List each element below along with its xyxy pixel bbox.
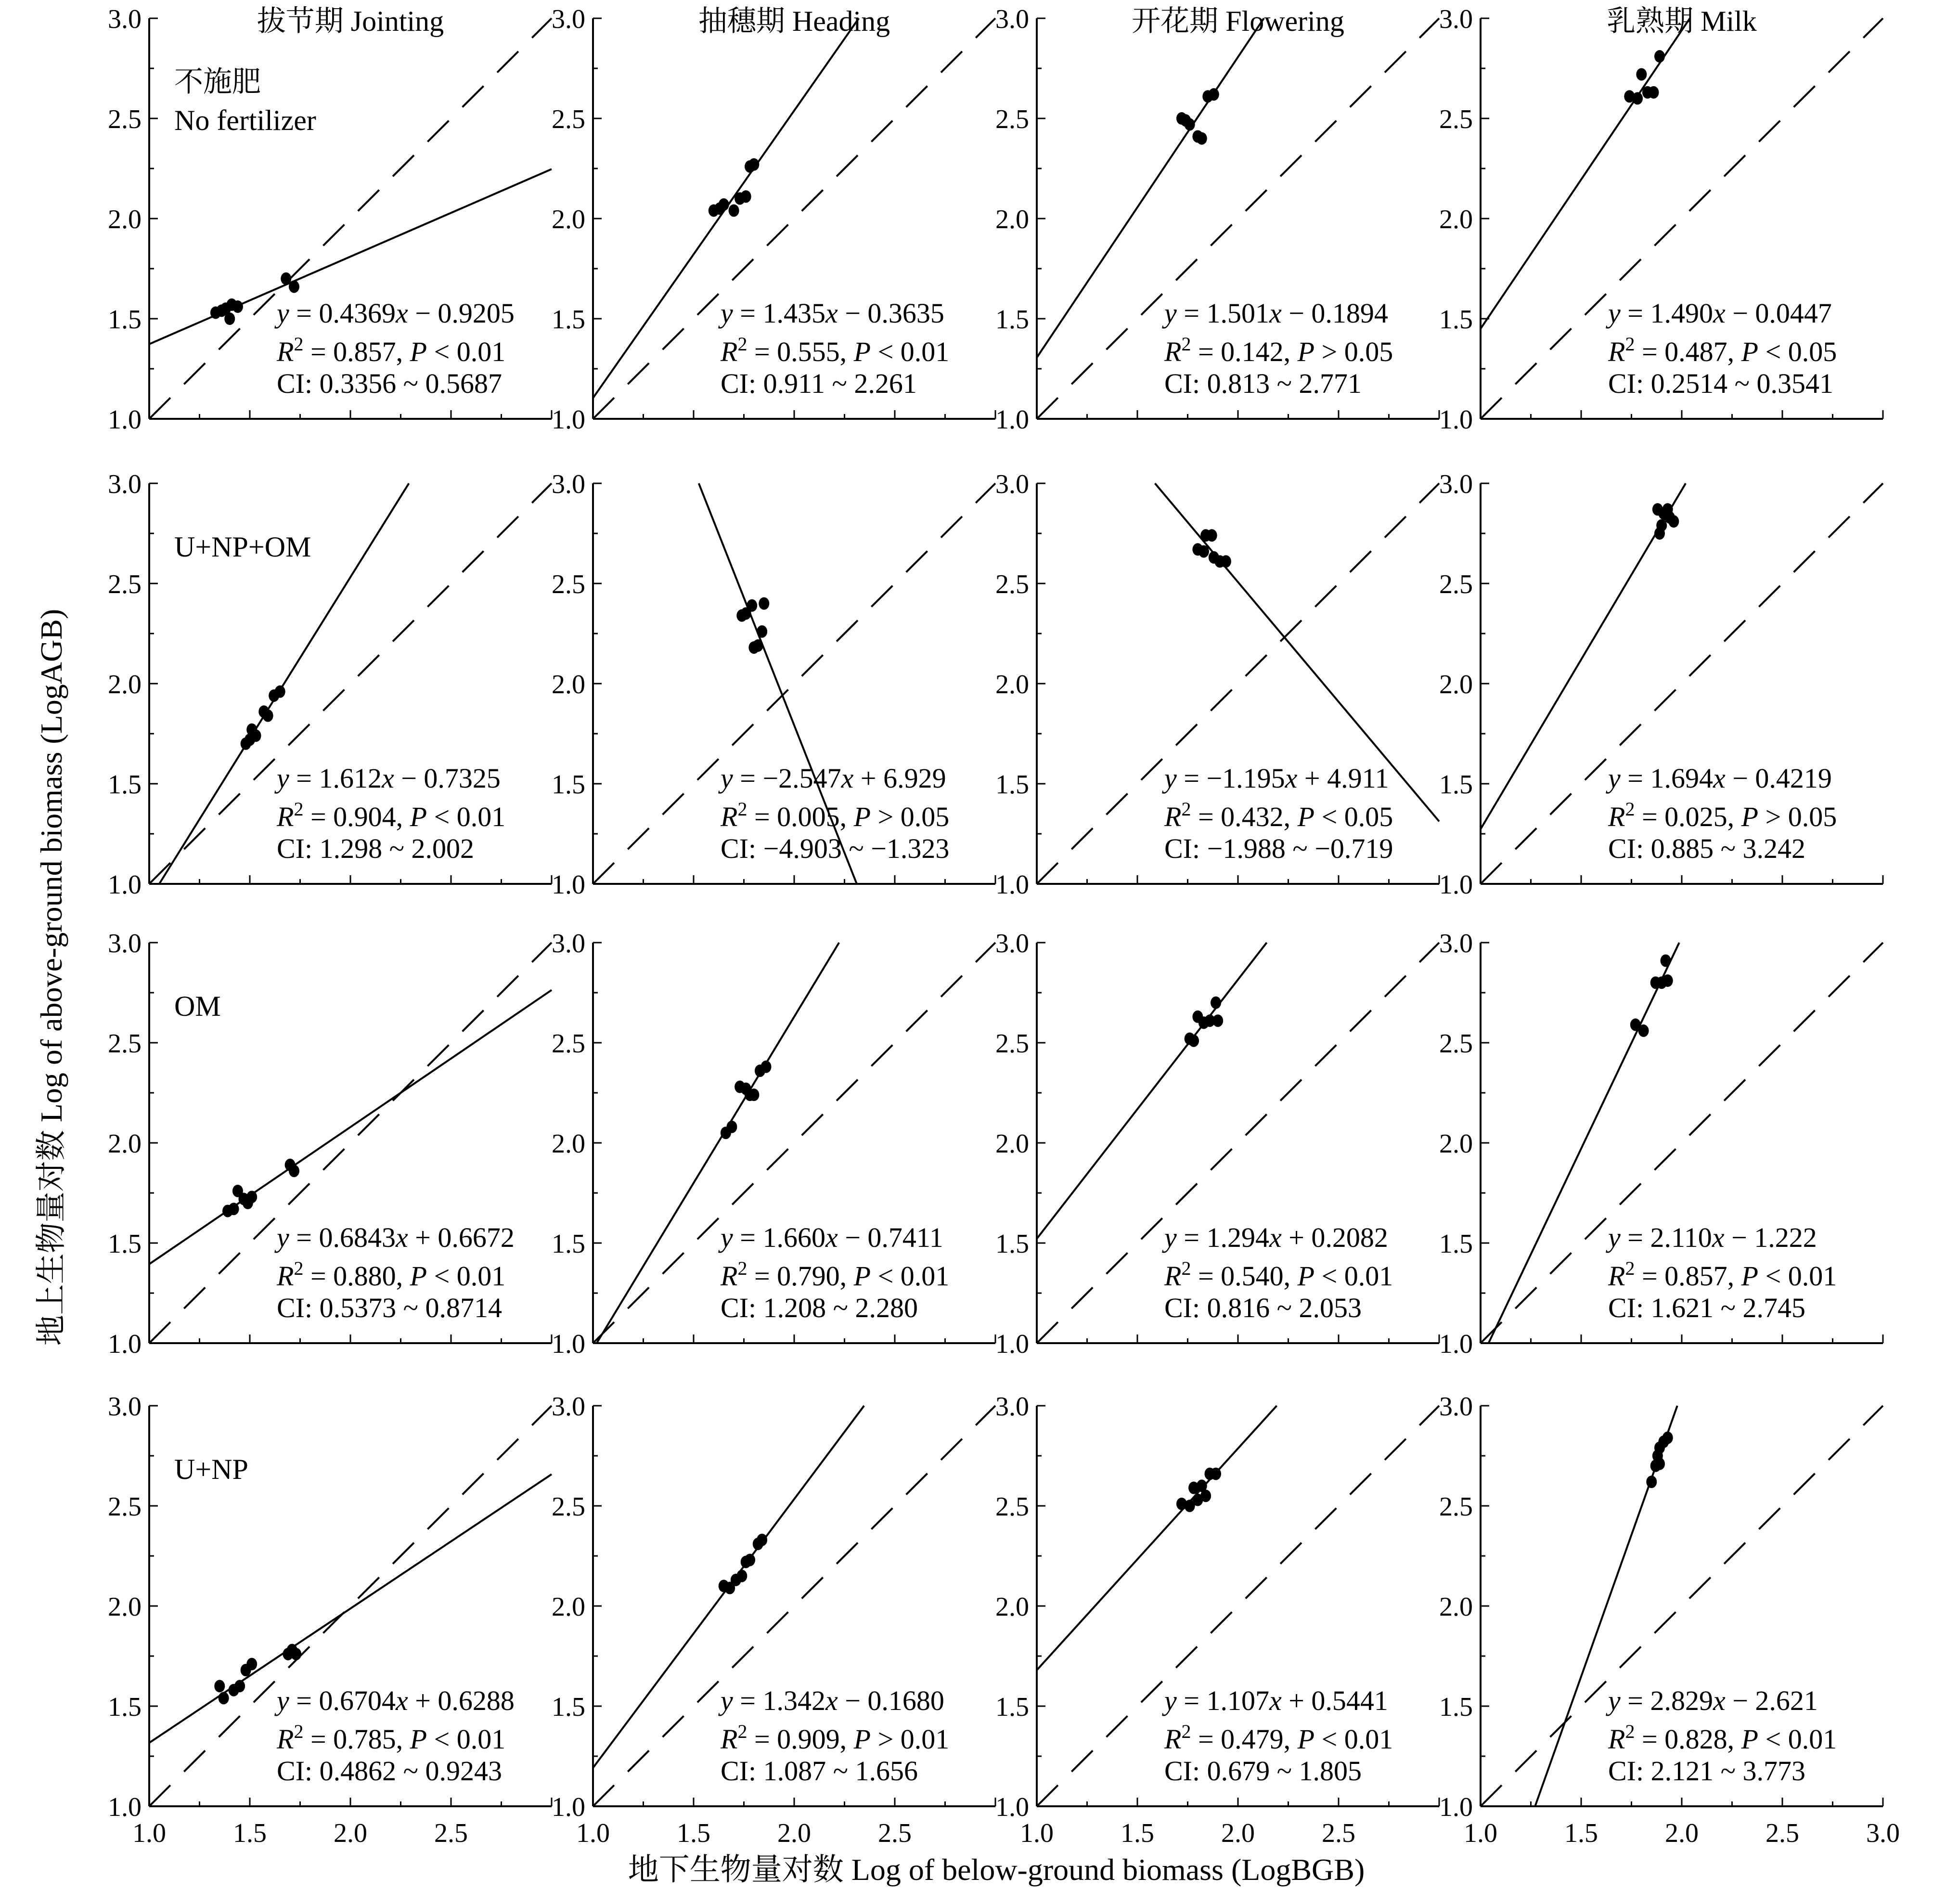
y-tick-label: 3.0	[552, 469, 585, 499]
data-point	[1207, 529, 1217, 542]
y-tick-label: 3.0	[995, 469, 1029, 499]
data-point	[1209, 88, 1219, 101]
y-tick-label: 3.0	[1439, 469, 1473, 499]
data-point	[1638, 1024, 1649, 1037]
r2-label: $R^2 = 0.005$, P > 0.05	[721, 798, 950, 832]
y-tick-label: 1.5	[1439, 1229, 1473, 1259]
y-tick-label: 2.5	[1439, 104, 1473, 134]
x-tick-label: 2.0	[777, 1818, 811, 1848]
equation-label: y = 0.6843x + 0.6672	[277, 1222, 515, 1253]
r2-label: $R^2 = 0.432$, P < 0.05	[1164, 798, 1393, 832]
y-tick-label: 3.0	[552, 929, 585, 958]
data-point	[1654, 50, 1665, 63]
y-tick-label: 2.0	[552, 205, 585, 234]
ci-label: CI: 1.208 ~ 2.280	[721, 1292, 918, 1323]
x-axis-label: 地下生物量对数 Log of below-ground biomass (LogBGB)	[628, 1852, 1365, 1887]
r2-label: $R^2 = 0.790$, P < 0.01	[721, 1257, 950, 1292]
y-tick-label: 1.5	[1439, 770, 1473, 800]
treatment-label: 不施肥	[174, 66, 261, 98]
r2-label: $R^2 = 0.828$, P < 0.01	[1608, 1720, 1837, 1755]
y-tick-label: 2.5	[552, 570, 585, 599]
ci-label: CI: 0.813 ~ 2.771	[1164, 368, 1362, 399]
equation-label: y = 1.342x − 0.1680	[721, 1685, 944, 1716]
treatment-label: OM	[174, 990, 221, 1022]
y-tick-label: 2.5	[552, 1029, 585, 1059]
y-tick-label: 2.5	[1439, 1492, 1473, 1522]
treatment-label-en: No fertilizer	[174, 104, 316, 136]
y-tick-label: 2.5	[1439, 570, 1473, 599]
data-point	[760, 1061, 771, 1073]
y-tick-label: 2.0	[552, 1129, 585, 1159]
data-point	[736, 1570, 747, 1582]
panel	[1439, 469, 1883, 900]
y-axis-label: 地上生物量对数 Log of above-ground biomass (LogAGB)	[34, 609, 68, 1346]
equation-label: y = 2.829x − 2.621	[1608, 1685, 1818, 1716]
y-tick-label: 1.0	[1439, 1792, 1473, 1822]
data-point	[1200, 1490, 1211, 1502]
data-point	[1648, 86, 1659, 99]
data-point	[1197, 132, 1207, 145]
r2-label: $R^2 = 0.555$, P < 0.01	[721, 333, 950, 367]
panel	[108, 1392, 552, 1848]
stage-title: 拔节期 Jointing	[257, 5, 444, 37]
y-tick-label: 2.0	[995, 1592, 1029, 1622]
y-tick-label: 3.0	[108, 1392, 142, 1422]
data-point	[757, 1534, 767, 1546]
panel	[108, 469, 552, 900]
data-point	[1198, 545, 1209, 557]
data-point	[1185, 118, 1195, 130]
r2-label: $R^2 = 0.880$, P < 0.01	[277, 1257, 506, 1292]
y-tick-label: 1.0	[995, 870, 1029, 900]
y-tick-label: 1.0	[108, 1329, 142, 1359]
panel	[108, 4, 552, 435]
y-tick-label: 2.5	[995, 570, 1029, 599]
equation-label: y = 2.110x − 1.222	[1608, 1222, 1817, 1253]
y-tick-label: 3.0	[108, 4, 142, 34]
data-point	[1221, 555, 1231, 568]
data-point	[275, 686, 285, 698]
y-tick-label: 2.5	[995, 1029, 1029, 1059]
equation-label: y = 1.660x − 0.7411	[721, 1222, 943, 1253]
data-point	[757, 625, 767, 638]
y-tick-label: 2.5	[995, 1492, 1029, 1522]
y-tick-label: 1.5	[995, 305, 1029, 335]
y-tick-label: 1.0	[552, 1792, 585, 1822]
data-point	[289, 1165, 299, 1177]
ci-label: CI: 1.621 ~ 2.745	[1608, 1292, 1805, 1323]
data-point	[1211, 1467, 1221, 1480]
y-tick-label: 2.5	[995, 104, 1029, 134]
regression-line	[1481, 18, 1690, 329]
data-point	[229, 1203, 239, 1215]
data-point	[291, 1648, 301, 1660]
data-point	[1661, 954, 1671, 967]
panel	[995, 4, 1439, 435]
y-tick-label: 1.5	[1439, 1692, 1473, 1722]
stage-title: 开花期 Flowering	[1132, 5, 1344, 37]
data-point	[747, 599, 757, 612]
y-tick-label: 3.0	[108, 469, 142, 499]
y-tick-label: 3.0	[1439, 929, 1473, 958]
y-tick-label: 1.0	[995, 405, 1029, 435]
data-point	[246, 1658, 257, 1671]
data-point	[1668, 515, 1679, 528]
panel	[1439, 4, 1883, 435]
y-tick-label: 1.0	[995, 1329, 1029, 1359]
equation-label: y = −1.195x + 4.911	[1164, 763, 1389, 794]
equation-label: y = 0.4369x − 0.9205	[277, 298, 515, 329]
data-point	[224, 312, 235, 325]
y-tick-label: 2.0	[1439, 1129, 1473, 1159]
y-tick-label: 1.0	[1439, 405, 1473, 435]
r2-label: $R^2 = 0.025$, P > 0.05	[1608, 798, 1837, 832]
y-tick-label: 2.0	[1439, 205, 1473, 234]
y-tick-label: 2.0	[108, 1129, 142, 1159]
ci-label: CI: 0.911 ~ 2.261	[721, 368, 917, 399]
panel	[552, 1392, 995, 1848]
r2-label: $R^2 = 0.142$, P > 0.05	[1164, 333, 1393, 367]
data-point	[234, 1680, 245, 1692]
regression-line	[1037, 943, 1267, 1239]
y-tick-label: 2.0	[552, 1592, 585, 1622]
data-point	[1632, 92, 1643, 104]
panel	[108, 929, 552, 1359]
y-tick-label: 2.5	[108, 1029, 142, 1059]
x-tick-label: 1.5	[677, 1818, 710, 1848]
panel	[552, 929, 995, 1359]
equation-label: y = 1.294x + 0.2082	[1164, 1222, 1388, 1253]
data-point	[263, 710, 273, 722]
x-tick-label: 2.0	[334, 1818, 367, 1848]
y-tick-label: 2.0	[108, 205, 142, 234]
ci-label: CI: 0.2514 ~ 0.3541	[1608, 368, 1833, 399]
r2-label: $R^2 = 0.785$, P < 0.01	[277, 1720, 506, 1755]
panel	[1439, 929, 1883, 1359]
equation-label: y = −2.547x + 6.929	[721, 763, 946, 794]
y-tick-label: 2.0	[108, 670, 142, 699]
y-tick-label: 1.5	[552, 1229, 585, 1259]
r2-label: $R^2 = 0.479$, P < 0.01	[1164, 1720, 1393, 1755]
data-point	[1188, 1035, 1199, 1047]
stage-title: 乳熟期 Milk	[1607, 5, 1757, 37]
ci-label: CI: 0.816 ~ 2.053	[1164, 1292, 1362, 1323]
y-tick-label: 1.5	[995, 1692, 1029, 1722]
x-tick-label: 2.0	[1221, 1818, 1255, 1848]
panel	[995, 1392, 1439, 1848]
data-point	[1656, 519, 1667, 531]
panel	[995, 469, 1439, 900]
ci-label: CI: 0.4862 ~ 0.9243	[277, 1755, 502, 1787]
data-point	[1646, 1476, 1657, 1488]
ci-label: CI: 1.298 ~ 2.002	[277, 833, 474, 864]
data-point	[1211, 997, 1221, 1009]
y-tick-label: 2.0	[552, 670, 585, 699]
data-point	[726, 1121, 737, 1133]
data-point	[251, 729, 261, 742]
r2-label: $R^2 = 0.487$, P < 0.05	[1608, 333, 1837, 367]
y-tick-label: 2.0	[995, 1129, 1029, 1159]
x-tick-label: 1.0	[1020, 1818, 1054, 1848]
data-point	[753, 639, 763, 652]
y-tick-label: 1.5	[108, 1229, 142, 1259]
data-point	[759, 597, 769, 610]
data-point	[232, 300, 243, 313]
y-tick-label: 1.0	[552, 870, 585, 900]
regression-line	[1037, 1406, 1277, 1670]
r2-label: $R^2 = 0.909$, P > 0.01	[721, 1720, 950, 1755]
data-point	[729, 204, 739, 217]
y-tick-label: 2.5	[108, 104, 142, 134]
x-tick-label: 2.0	[1665, 1818, 1699, 1848]
y-tick-label: 3.0	[995, 1392, 1029, 1422]
data-point	[214, 1680, 225, 1692]
panel	[552, 4, 995, 435]
y-tick-label: 3.0	[108, 929, 142, 958]
data-point	[745, 1554, 755, 1566]
y-tick-label: 1.5	[995, 770, 1029, 800]
y-tick-label: 1.5	[552, 770, 585, 800]
y-tick-label: 1.0	[1439, 870, 1473, 900]
y-tick-label: 3.0	[552, 4, 585, 34]
y-tick-label: 3.0	[1439, 1392, 1473, 1422]
panel	[995, 929, 1439, 1359]
equation-label: y = 1.435x − 0.3635	[721, 298, 944, 329]
y-tick-label: 1.5	[1439, 305, 1473, 335]
stage-title: 抽穗期 Heading	[698, 5, 890, 37]
y-tick-label: 3.0	[995, 4, 1029, 34]
data-point	[741, 190, 751, 203]
ci-label: CI: 0.679 ~ 1.805	[1164, 1755, 1362, 1787]
y-tick-label: 3.0	[1439, 4, 1473, 34]
y-tick-label: 1.5	[108, 770, 142, 800]
y-tick-label: 2.5	[552, 104, 585, 134]
x-tick-label: 2.5	[1765, 1818, 1799, 1848]
y-tick-label: 1.0	[995, 1792, 1029, 1822]
y-tick-label: 2.0	[995, 670, 1029, 699]
y-tick-label: 2.5	[1439, 1029, 1473, 1059]
y-tick-label: 1.5	[108, 305, 142, 335]
y-tick-label: 1.0	[1439, 1329, 1473, 1359]
y-tick-label: 3.0	[995, 929, 1029, 958]
data-point	[1662, 1432, 1673, 1444]
equation-label: y = 1.612x − 0.7325	[277, 763, 501, 794]
ci-label: CI: 1.087 ~ 1.656	[721, 1755, 918, 1787]
y-tick-label: 2.0	[995, 205, 1029, 234]
data-point	[719, 198, 729, 211]
x-tick-label: 2.5	[434, 1818, 468, 1848]
equation-label: y = 1.490x − 0.0447	[1608, 298, 1832, 329]
y-tick-label: 1.5	[108, 1692, 142, 1722]
data-point	[748, 158, 759, 171]
data-point	[1212, 1014, 1223, 1027]
y-tick-label: 1.5	[552, 1692, 585, 1722]
panel	[552, 469, 995, 900]
y-tick-label: 1.5	[995, 1229, 1029, 1259]
y-tick-label: 2.0	[1439, 1592, 1473, 1622]
x-tick-label: 3.0	[1866, 1818, 1900, 1848]
x-tick-label: 1.5	[1121, 1818, 1154, 1848]
equation-label: y = 1.501x − 0.1894	[1164, 298, 1388, 329]
x-tick-label: 1.0	[132, 1818, 166, 1848]
data-point	[281, 272, 291, 285]
y-tick-label: 2.5	[108, 1492, 142, 1522]
r2-label: $R^2 = 0.857$, P < 0.01	[277, 333, 506, 367]
ci-label: CI: 2.121 ~ 3.773	[1608, 1755, 1805, 1787]
data-point	[246, 1191, 257, 1203]
equation-label: y = 1.107x + 0.5441	[1164, 1685, 1388, 1716]
r2-label: $R^2 = 0.904$, P < 0.01	[277, 798, 506, 832]
y-tick-label: 2.5	[552, 1492, 585, 1522]
x-tick-label: 1.5	[233, 1818, 267, 1848]
y-tick-label: 1.0	[108, 870, 142, 900]
ci-label: CI: 0.885 ~ 3.242	[1608, 833, 1805, 864]
panel	[1439, 1392, 1900, 1848]
panel-grid	[108, 4, 1900, 1848]
x-tick-label: 1.5	[1564, 1818, 1598, 1848]
data-point	[1662, 974, 1673, 987]
treatment-label: U+NP	[174, 1453, 248, 1485]
x-tick-label: 2.5	[1322, 1818, 1355, 1848]
ci-label: CI: 0.3356 ~ 0.5687	[277, 368, 502, 399]
r2-label: $R^2 = 0.540$, P < 0.01	[1164, 1257, 1393, 1292]
ci-label: CI: 0.5373 ~ 0.8714	[277, 1292, 502, 1323]
y-tick-label: 2.5	[108, 570, 142, 599]
r2-label: $R^2 = 0.857$, P < 0.01	[1608, 1257, 1837, 1292]
y-tick-label: 1.0	[108, 1792, 142, 1822]
y-tick-label: 1.5	[552, 305, 585, 335]
y-tick-label: 2.0	[108, 1592, 142, 1622]
y-tick-label: 1.0	[108, 405, 142, 435]
equation-label: y = 1.694x − 0.4219	[1608, 763, 1832, 794]
equation-label: y = 0.6704x + 0.6288	[277, 1685, 515, 1716]
data-point	[289, 280, 299, 293]
ci-label: CI: −1.988 ~ −0.719	[1164, 833, 1393, 864]
data-point	[1654, 1458, 1665, 1470]
y-tick-label: 1.0	[552, 1329, 585, 1359]
treatment-label: U+NP+OM	[174, 531, 311, 563]
y-tick-label: 2.0	[1439, 670, 1473, 699]
ci-label: CI: −4.903 ~ −1.323	[721, 833, 950, 864]
data-point	[219, 1692, 229, 1704]
data-point	[1636, 68, 1647, 80]
x-tick-label: 2.5	[878, 1818, 912, 1848]
x-tick-label: 1.0	[576, 1818, 610, 1848]
data-point	[748, 1088, 759, 1101]
y-tick-label: 3.0	[552, 1392, 585, 1422]
y-tick-label: 1.0	[552, 405, 585, 435]
x-tick-label: 1.0	[1464, 1818, 1497, 1848]
